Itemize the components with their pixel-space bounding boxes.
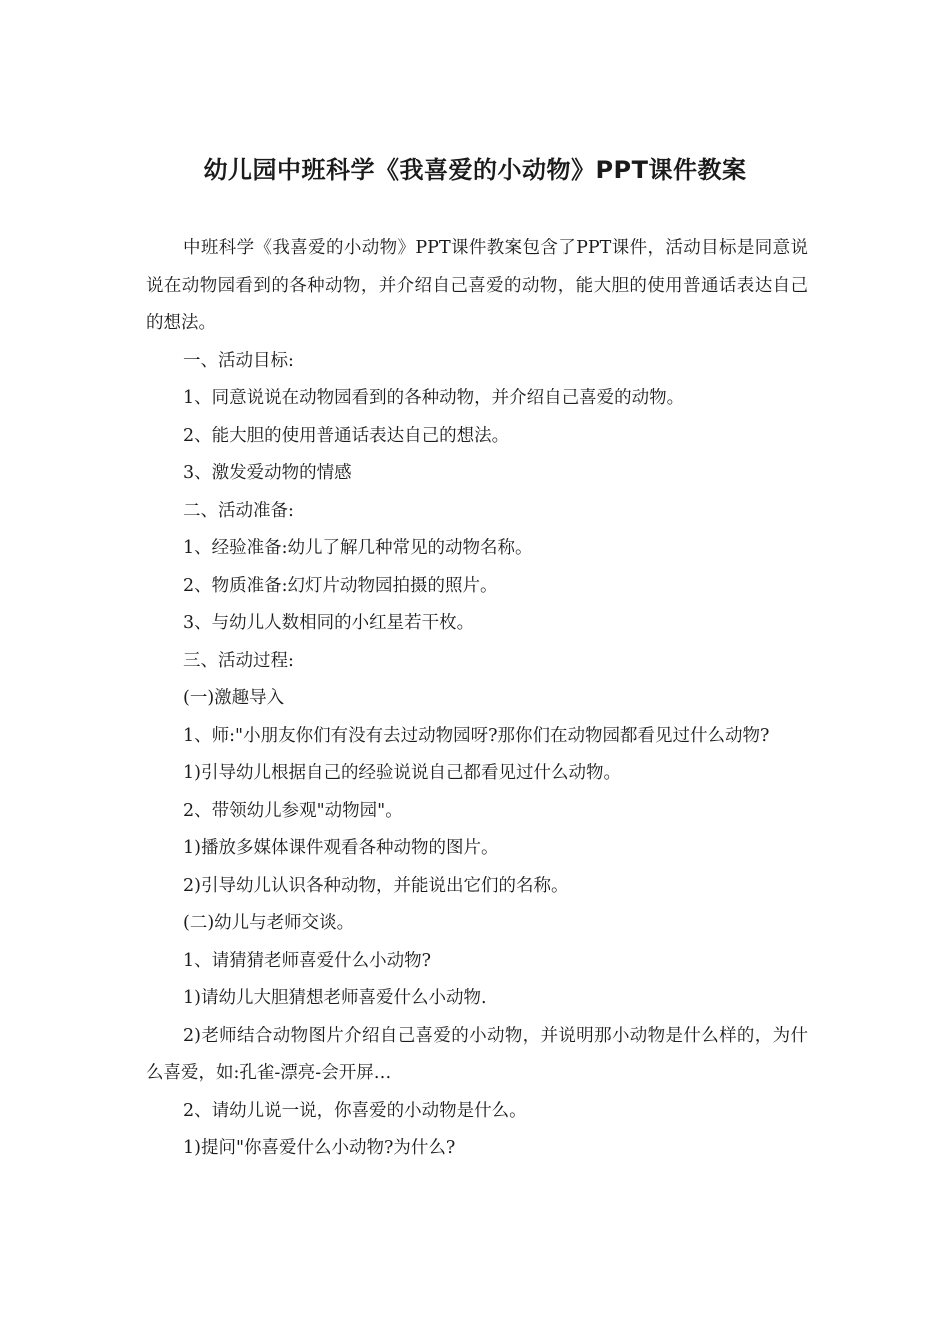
list-item: 2、能大胆的使用普通话表达自己的想法。 (183, 425, 510, 446)
list-item: 1)播放多媒体课件观看各种动物的图片。 (183, 838, 499, 858)
document-title: 幼儿园中班科学《我喜爱的小动物》PPT课件教案 (203, 156, 747, 184)
list-item: 2)老师结合动物图片介绍自己喜爱的小动物，并说明那小动物是什么样的，为什么喜爱，如:孔雀-漂亮-会开屏… (146, 1025, 808, 1083)
list-item: 1)提问"你喜爱什么小动物?为什么? (183, 1138, 456, 1158)
section-heading-process: 三、活动过程: (183, 650, 294, 671)
list-item: 1、师:"小朋友你们有没有去过动物园呀?那你们在动物园都看见过什么动物? (183, 725, 770, 746)
list-item: 1)请幼儿大胆猜想老师喜爱什么小动物. (183, 988, 487, 1008)
list-item: 2、带领幼儿参观"动物园"。 (183, 800, 403, 821)
document-body (146, 230, 808, 1168)
list-item: 2、物质准备:幻灯片动物园拍摄的照片。 (183, 575, 498, 596)
subsection-heading: (二)幼儿与老师交谈。 (183, 913, 355, 933)
list-item: 3、激发爱动物的情感 (183, 463, 352, 483)
subsection-heading: (一)激趣导入 (183, 688, 285, 708)
list-item: 1)引导幼儿根据自己的经验说说自己都看见过什么动物。 (183, 763, 621, 783)
list-item: 1、同意说说在动物园看到的各种动物，并介绍自己喜爱的动物。 (183, 388, 685, 408)
list-item: 1、请猜猜老师喜爱什么小动物? (183, 950, 432, 971)
list-item: 2、请幼儿说一说，你喜爱的小动物是什么。 (183, 1100, 527, 1121)
paragraph-intro: 中班科学《我喜爱的小动物》PPT课件教案包含了PPT课件，活动目标是同意说说在动物园看到的各种动物，并介绍自己喜爱的动物，能大胆的使用普通话表达自己的想法。 (146, 238, 808, 333)
list-item: 2)引导幼儿认识各种动物，并能说出它们的名称。 (183, 875, 569, 896)
section-heading-preparation: 二、活动准备: (183, 500, 294, 521)
section-heading-goals: 一、活动目标: (183, 350, 294, 371)
list-item: 3、与幼儿人数相同的小红星若干枚。 (183, 613, 475, 633)
list-item: 1、经验准备:幼儿了解几种常见的动物名称。 (183, 538, 533, 558)
